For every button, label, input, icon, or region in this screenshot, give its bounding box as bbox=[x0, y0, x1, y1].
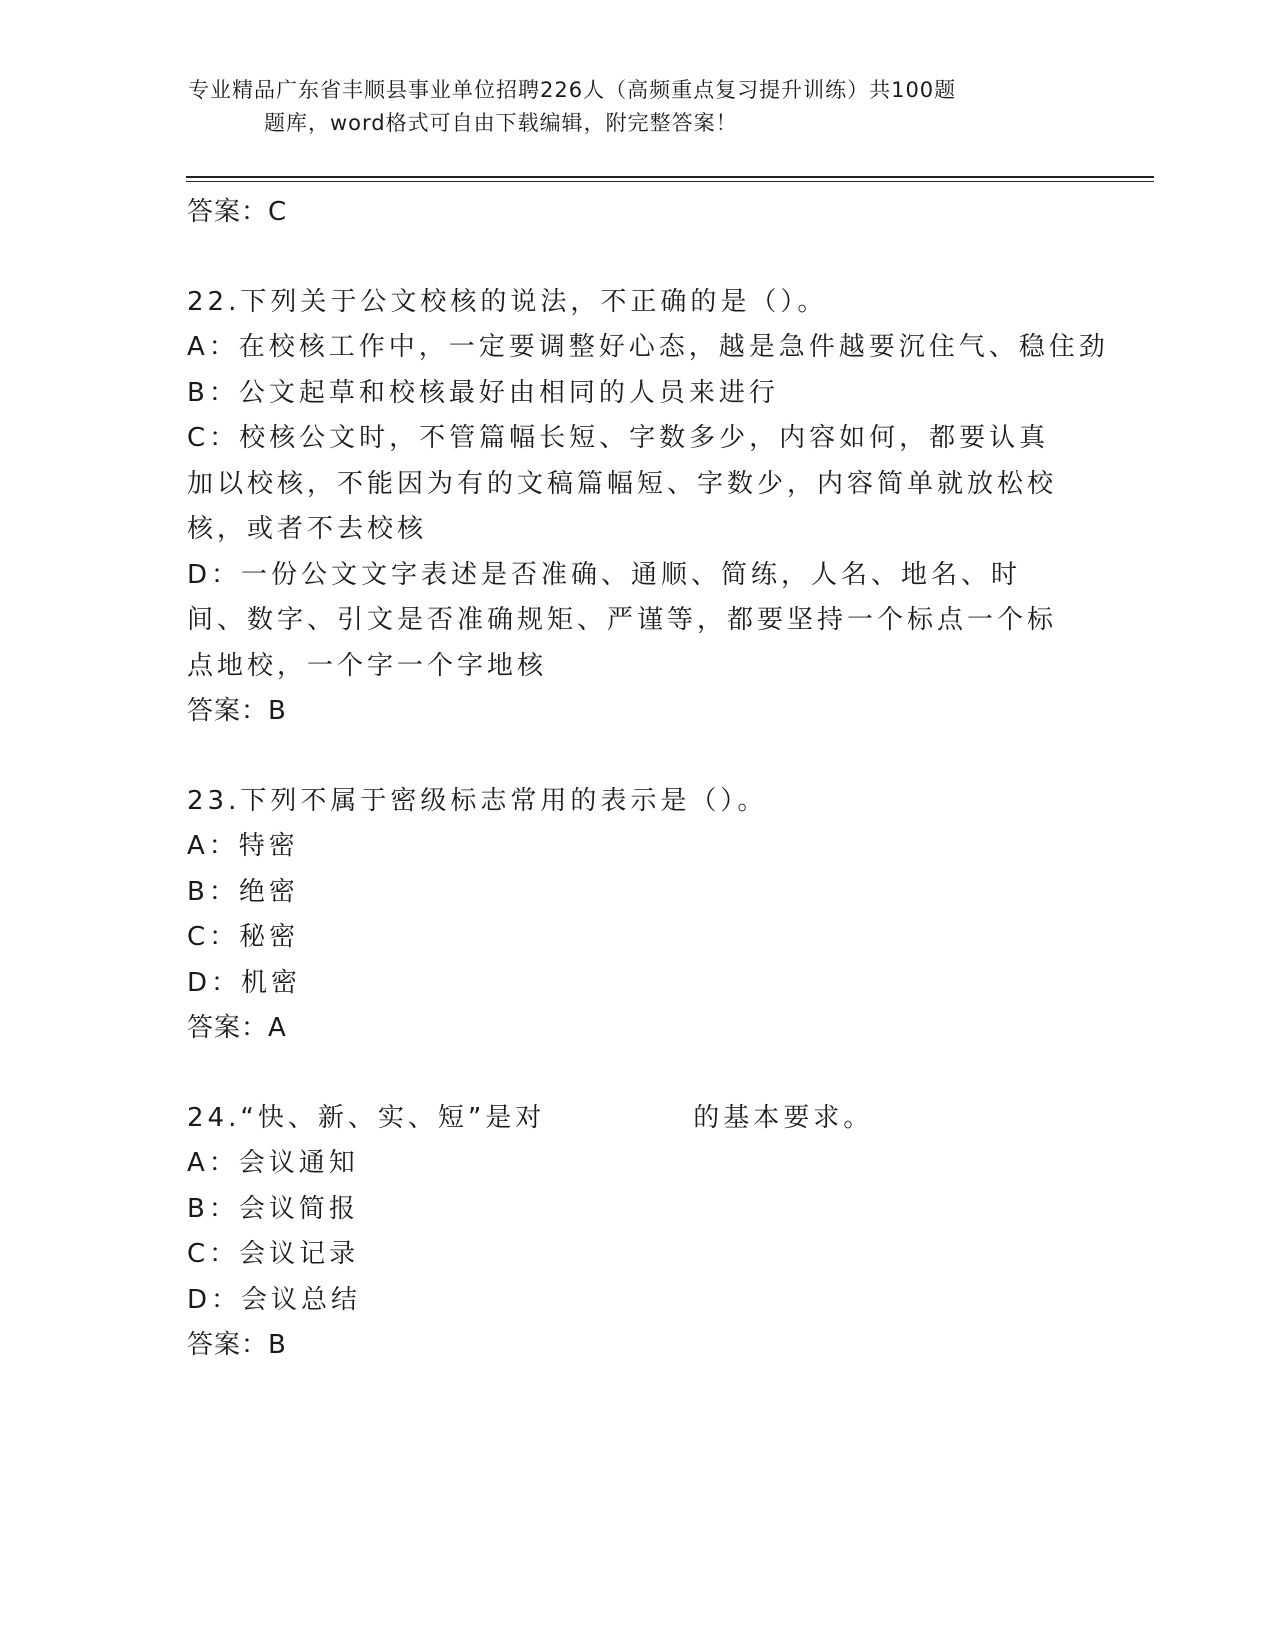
question-stem-before-blank: 24.“快、新、实、短”是对 bbox=[187, 1102, 546, 1133]
previous-answer: 答案：C bbox=[187, 197, 288, 227]
header-rule-thick bbox=[186, 176, 1154, 178]
question-23 bbox=[187, 779, 1087, 1052]
question-stem: 22.下列关于公文校核的说法，不正确的是（）。 bbox=[187, 286, 828, 317]
option-a: A：特密 bbox=[187, 831, 299, 861]
header-title-line1: 专业精品广东省丰顺县事业单位招聘226人（高频重点复习提升训练）共100题 bbox=[188, 78, 957, 102]
header-title-line2: 题库，word格式可自由下载编辑，附完整答案！ bbox=[264, 111, 738, 135]
option-b: B：会议简报 bbox=[187, 1193, 359, 1224]
option-c: C：秘密 bbox=[187, 922, 300, 952]
option-d: D：一份公文文字表述是否准确、通顺、简练，人名、地名、时间、数字、引文是否准确规矩、严谨等，都要坚持一个标点一个标点地校，一个字一个字地核 bbox=[187, 559, 1058, 681]
question-24 bbox=[187, 1096, 1087, 1369]
spacer bbox=[187, 236, 1087, 280]
option-a: A：在校核工作中，一定要调整好心态，越是急件越要沉住气、稳住劲 bbox=[187, 332, 1109, 362]
option-d: D：机密 bbox=[187, 967, 302, 998]
answer: 答案：A bbox=[187, 1013, 287, 1043]
question-stem-after-blank: 的基本要求。 bbox=[693, 1102, 874, 1133]
answer: 答案：B bbox=[187, 1330, 287, 1360]
option-d: D：会议总结 bbox=[187, 1284, 362, 1315]
option-b: B：绝密 bbox=[187, 876, 299, 907]
document-body bbox=[187, 190, 1109, 1369]
spacer bbox=[187, 1052, 1087, 1096]
header-rule-thin bbox=[186, 181, 1154, 182]
option-b: B：公文起草和校核最好由相同的人员来进行 bbox=[187, 377, 779, 408]
option-a: A：会议通知 bbox=[187, 1148, 359, 1178]
option-c: C：会议记录 bbox=[187, 1239, 360, 1269]
document-header bbox=[188, 74, 1078, 140]
question-stem: 23.下列不属于密级标志常用的表示是（）。 bbox=[187, 785, 768, 816]
question-stem bbox=[187, 1096, 1087, 1142]
answer: 答案：B bbox=[187, 696, 287, 726]
spacer bbox=[187, 735, 1087, 779]
question-22 bbox=[187, 280, 1109, 735]
option-c: C：校核公文时，不管篇幅长短、字数多少，内容如何，都要认真加以校核，不能因为有的文稿篇幅短、字数少，内容简单就放松校核，或者不去校核 bbox=[187, 423, 1058, 544]
